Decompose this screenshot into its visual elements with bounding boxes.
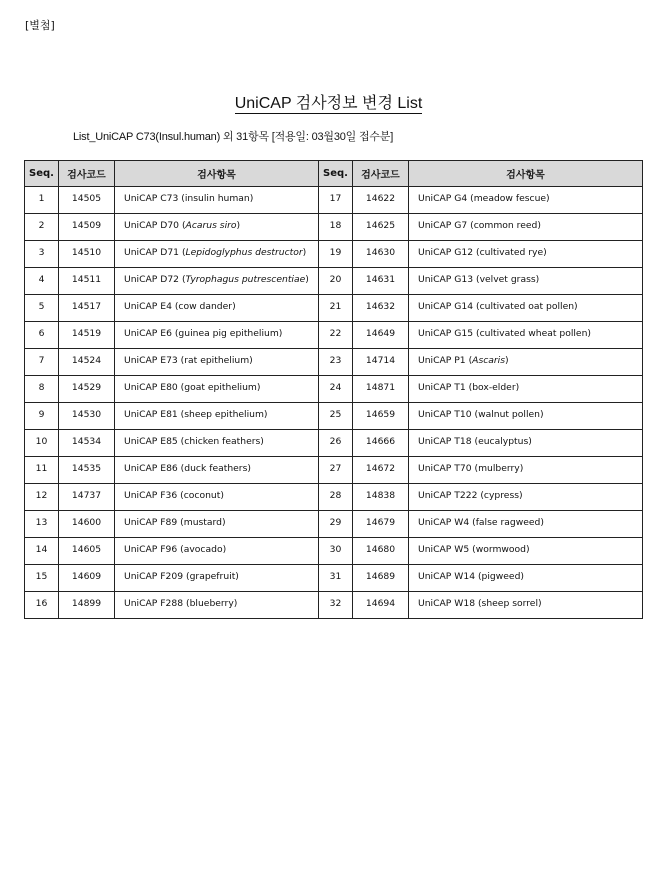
item-text: UniCAP G4 (meadow fescue) [418, 193, 550, 204]
item-cell [115, 214, 319, 241]
seq-cell: 7 [25, 349, 59, 376]
item-text: ) [236, 220, 241, 231]
item-species-name: Tyrophagus putrescentiae [185, 274, 306, 285]
subtitle: List_UniCAP C73(Insul.human) 외 31항목 [적용일: 03월30일 접수분] [73, 131, 394, 143]
code-cell: 14679 [353, 511, 409, 538]
item-text: UniCAP F288 (blueberry) [124, 598, 238, 609]
code-cell: 14517 [59, 295, 115, 322]
seq-cell: 26 [319, 430, 353, 457]
item-text: UniCAP D71 ( [124, 247, 186, 258]
code-cell: 14600 [59, 511, 115, 538]
item-text: UniCAP T1 (box-elder) [418, 382, 520, 393]
item-text: UniCAP E4 (cow dander) [124, 301, 236, 312]
header-code: 검사코드 [353, 161, 409, 187]
item-text: UniCAP E81 (sheep epithelium) [124, 409, 268, 420]
table-header-row [25, 161, 643, 187]
code-cell: 14632 [353, 295, 409, 322]
item-text: UniCAP W14 (pigweed) [418, 571, 524, 582]
code-cell: 14622 [353, 187, 409, 214]
item-text: UniCAP D72 ( [124, 274, 186, 285]
seq-cell: 31 [319, 565, 353, 592]
item-cell [409, 187, 643, 214]
attachment-label: [별첨] [25, 19, 55, 32]
code-cell: 14694 [353, 592, 409, 619]
code-cell: 14625 [353, 214, 409, 241]
code-cell: 14689 [353, 565, 409, 592]
table-row [25, 484, 643, 511]
seq-cell: 9 [25, 403, 59, 430]
header-seq: Seq. [319, 161, 353, 187]
item-text: UniCAP W18 (sheep sorrel) [418, 598, 542, 609]
item-cell [115, 268, 319, 295]
item-text: ) [505, 355, 509, 366]
seq-cell: 11 [25, 457, 59, 484]
seq-cell: 12 [25, 484, 59, 511]
code-cell: 14609 [59, 565, 115, 592]
item-species-name: Ascaris [472, 355, 506, 366]
item-text: UniCAP T70 (mulberry) [418, 463, 524, 474]
seq-cell: 32 [319, 592, 353, 619]
seq-cell: 23 [319, 349, 353, 376]
code-cell: 14737 [59, 484, 115, 511]
item-text: UniCAP E73 (rat epithelium) [124, 355, 253, 366]
code-cell: 14519 [59, 322, 115, 349]
seq-cell: 6 [25, 322, 59, 349]
code-cell: 14666 [353, 430, 409, 457]
code-cell: 14680 [353, 538, 409, 565]
item-text: UniCAP T222 (cypress) [418, 490, 523, 501]
code-cell: 14714 [353, 349, 409, 376]
code-cell: 14672 [353, 457, 409, 484]
item-text: UniCAP F89 (mustard) [124, 517, 226, 528]
item-text: UniCAP T18 (eucalyptus) [418, 436, 532, 447]
seq-cell: 1 [25, 187, 59, 214]
page-title-text: UniCAP 검사정보 변경 List [234, 95, 423, 112]
item-cell [115, 457, 319, 484]
seq-cell: 22 [319, 322, 353, 349]
seq-cell: 17 [319, 187, 353, 214]
item-cell [409, 484, 643, 511]
table-row [25, 187, 643, 214]
code-cell: 14530 [59, 403, 115, 430]
seq-cell: 25 [319, 403, 353, 430]
item-cell [409, 214, 643, 241]
table-row [25, 565, 643, 592]
item-cell [409, 268, 643, 295]
seq-cell: 19 [319, 241, 353, 268]
table-row [25, 538, 643, 565]
item-text: UniCAP D70 ( [124, 220, 186, 231]
item-cell [115, 295, 319, 322]
code-cell: 14631 [353, 268, 409, 295]
table-row [25, 376, 643, 403]
code-cell: 14511 [59, 268, 115, 295]
item-text: UniCAP F209 (grapefruit) [124, 571, 239, 582]
code-cell: 14649 [353, 322, 409, 349]
code-cell: 14524 [59, 349, 115, 376]
code-cell: 14605 [59, 538, 115, 565]
item-cell [409, 430, 643, 457]
table-row [25, 268, 643, 295]
table-row [25, 457, 643, 484]
item-cell [115, 376, 319, 403]
table-row [25, 295, 643, 322]
table-row [25, 349, 643, 376]
table-row [25, 322, 643, 349]
code-cell: 14529 [59, 376, 115, 403]
header-item: 검사항목 [409, 161, 643, 187]
item-text: UniCAP F96 (avocado) [124, 544, 227, 555]
item-text: UniCAP C73 (insulin human) [124, 193, 254, 204]
item-cell [409, 295, 643, 322]
code-cell: 14509 [59, 214, 115, 241]
item-text: UniCAP G15 (cultivated wheat pollen) [418, 328, 591, 339]
item-text: ) [302, 247, 307, 258]
item-cell [409, 592, 643, 619]
item-text: UniCAP E6 (guinea pig epithelium) [124, 328, 283, 339]
item-species-name: Acarus siro [185, 220, 237, 231]
seq-cell: 21 [319, 295, 353, 322]
header-item: 검사항목 [115, 161, 319, 187]
item-cell [409, 565, 643, 592]
item-text: UniCAP P1 ( [418, 355, 473, 366]
item-cell [115, 565, 319, 592]
header-code: 검사코드 [59, 161, 115, 187]
item-cell [115, 349, 319, 376]
item-text: ) [305, 274, 309, 285]
table-row [25, 511, 643, 538]
seq-cell: 24 [319, 376, 353, 403]
item-text: UniCAP G7 (common reed) [418, 220, 541, 231]
table-row [25, 214, 643, 241]
seq-cell: 5 [25, 295, 59, 322]
table-row [25, 430, 643, 457]
code-cell: 14510 [59, 241, 115, 268]
seq-cell: 13 [25, 511, 59, 538]
item-cell [409, 538, 643, 565]
item-text: UniCAP E86 (duck feathers) [124, 463, 251, 474]
item-text: UniCAP W5 (wormwood) [418, 544, 530, 555]
item-cell [115, 187, 319, 214]
item-cell [115, 403, 319, 430]
seq-cell: 20 [319, 268, 353, 295]
item-cell [115, 241, 319, 268]
seq-cell: 10 [25, 430, 59, 457]
seq-cell: 3 [25, 241, 59, 268]
code-cell: 14535 [59, 457, 115, 484]
code-cell: 14534 [59, 430, 115, 457]
code-cell: 14630 [353, 241, 409, 268]
item-cell [409, 349, 643, 376]
seq-cell: 18 [319, 214, 353, 241]
page-title [0, 90, 657, 113]
header-seq: Seq. [25, 161, 59, 187]
seq-cell: 27 [319, 457, 353, 484]
seq-cell: 16 [25, 592, 59, 619]
item-cell [115, 430, 319, 457]
seq-cell: 2 [25, 214, 59, 241]
item-cell [115, 511, 319, 538]
seq-cell: 4 [25, 268, 59, 295]
item-cell [409, 457, 643, 484]
item-text: UniCAP E85 (chicken feathers) [124, 436, 264, 447]
test-change-table [24, 160, 643, 619]
item-cell [409, 403, 643, 430]
item-text: UniCAP W4 (false ragweed) [418, 517, 544, 528]
table-row [25, 403, 643, 430]
seq-cell: 15 [25, 565, 59, 592]
code-cell: 14899 [59, 592, 115, 619]
item-text: UniCAP T10 (walnut pollen) [418, 409, 544, 420]
table-row [25, 241, 643, 268]
seq-cell: 30 [319, 538, 353, 565]
seq-cell: 28 [319, 484, 353, 511]
item-cell [409, 322, 643, 349]
item-text: UniCAP F36 (coconut) [124, 490, 224, 501]
item-cell [409, 241, 643, 268]
item-cell [115, 484, 319, 511]
seq-cell: 29 [319, 511, 353, 538]
item-cell [115, 592, 319, 619]
item-text: UniCAP E80 (goat epithelium) [124, 382, 261, 393]
item-text: UniCAP G12 (cultivated rye) [418, 247, 547, 258]
seq-cell: 8 [25, 376, 59, 403]
item-text: UniCAP G14 (cultivated oat pollen) [418, 301, 578, 312]
code-cell: 14838 [353, 484, 409, 511]
code-cell: 14659 [353, 403, 409, 430]
item-species-name: Lepidoglyphus destructor [185, 247, 303, 258]
item-text: UniCAP G13 (velvet grass) [418, 274, 540, 285]
table-row [25, 592, 643, 619]
item-cell [409, 511, 643, 538]
seq-cell: 14 [25, 538, 59, 565]
code-cell: 14505 [59, 187, 115, 214]
item-cell [409, 376, 643, 403]
item-cell [115, 322, 319, 349]
code-cell: 14871 [353, 376, 409, 403]
item-cell [115, 538, 319, 565]
